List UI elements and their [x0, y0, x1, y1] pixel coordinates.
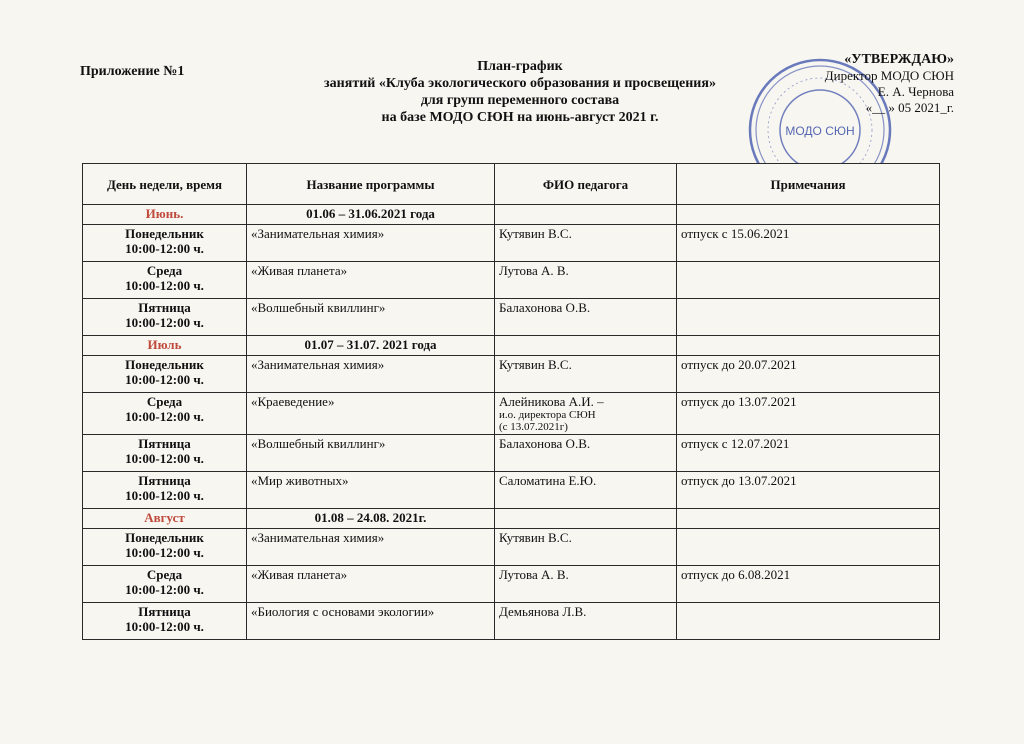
day-cell	[83, 262, 247, 299]
day-cell	[83, 225, 247, 262]
column-header: День недели, время	[83, 164, 247, 205]
teacher-name: Демьянова Л.В.	[499, 604, 587, 619]
note-cell	[677, 529, 940, 566]
day-cell	[83, 529, 247, 566]
teacher-name: Балахонова О.В.	[499, 436, 591, 451]
day-cell	[83, 472, 247, 509]
program-cell: «Живая планета»	[247, 262, 495, 299]
time: 10:00-12:00 ч.	[125, 372, 204, 387]
month-row	[83, 205, 940, 225]
weekday: Пятница	[138, 473, 191, 488]
table-row	[83, 225, 940, 262]
teacher-cell	[495, 299, 677, 336]
teacher-name: Лутова А. В.	[499, 263, 569, 278]
table-row	[83, 299, 940, 336]
table-row	[83, 603, 940, 640]
note-cell: отпуск до 20.07.2021	[677, 356, 940, 393]
approval-title: «УТВЕРЖДАЮ»	[844, 52, 954, 67]
time: 10:00-12:00 ч.	[125, 241, 204, 256]
table-row	[83, 566, 940, 603]
teacher-cell	[495, 225, 677, 262]
title-line: занятий «Клуба экологического образования и просвещения»	[324, 76, 716, 91]
program-cell: «Волшебный квиллинг»	[247, 435, 495, 472]
empty-cell	[677, 205, 940, 225]
teacher-cell	[495, 566, 677, 603]
month-range: 01.06 – 31.06.2021 года	[247, 205, 495, 225]
time: 10:00-12:00 ч.	[125, 488, 204, 503]
time: 10:00-12:00 ч.	[125, 278, 204, 293]
empty-cell	[677, 336, 940, 356]
program-cell: «Биология с основами экологии»	[247, 603, 495, 640]
program-cell: «Живая планета»	[247, 566, 495, 603]
approval-line: «__ » 05 2021_г.	[865, 100, 954, 115]
note-cell: отпуск до 6.08.2021	[677, 566, 940, 603]
teacher-name: Саломатина Е.Ю.	[499, 473, 597, 488]
day-cell	[83, 566, 247, 603]
teacher-cell	[495, 603, 677, 640]
approval-block	[794, 52, 954, 116]
month-row	[83, 509, 940, 529]
day-cell	[83, 356, 247, 393]
month-name: Июнь.	[83, 205, 247, 225]
column-header: Название программы	[247, 164, 495, 205]
month-name: Август	[83, 509, 247, 529]
note-cell: отпуск до 13.07.2021	[677, 472, 940, 509]
table-body	[83, 205, 940, 640]
program-cell: «Волшебный квиллинг»	[247, 299, 495, 336]
time: 10:00-12:00 ч.	[125, 582, 204, 597]
weekday: Среда	[146, 394, 183, 409]
stamp-text: МОДО СЮН	[785, 124, 855, 138]
table-row	[83, 262, 940, 299]
title-line: на базе МОДО СЮН на июнь-август 2021 г.	[381, 110, 659, 125]
teacher-name: Кутявин В.С.	[499, 530, 572, 545]
teacher-name: Алейникова А.И. –	[499, 394, 604, 409]
document-title	[240, 58, 800, 126]
note-cell	[677, 603, 940, 640]
note-cell: отпуск с 12.07.2021	[677, 435, 940, 472]
note-cell: отпуск с 15.06.2021	[677, 225, 940, 262]
program-cell: «Занимательная химия»	[247, 225, 495, 262]
column-header: Примечания	[677, 164, 940, 205]
program-cell: «Занимательная химия»	[247, 529, 495, 566]
program-cell: «Занимательная химия»	[247, 356, 495, 393]
teacher-role: и.о. директора СЮН	[499, 409, 596, 421]
approval-line: Директор МОДО СЮН	[824, 68, 954, 83]
table-row	[83, 435, 940, 472]
time: 10:00-12:00 ч.	[125, 451, 204, 466]
teacher-role-date: (с 13.07.2021г)	[499, 421, 568, 433]
note-cell: отпуск до 13.07.2021	[677, 393, 940, 435]
time: 10:00-12:00 ч.	[125, 619, 204, 634]
empty-cell	[677, 509, 940, 529]
month-name: Июль	[83, 336, 247, 356]
empty-cell	[495, 205, 677, 225]
title-line: План-график	[477, 59, 563, 74]
teacher-cell	[495, 356, 677, 393]
day-cell	[83, 435, 247, 472]
column-header: ФИО педагога	[495, 164, 677, 205]
weekday: Понедельник	[125, 226, 204, 241]
table-row	[83, 393, 940, 435]
month-range: 01.07 – 31.07. 2021 года	[247, 336, 495, 356]
teacher-cell	[495, 393, 677, 435]
program-cell: «Мир животных»	[247, 472, 495, 509]
weekday: Пятница	[138, 604, 191, 619]
day-cell	[83, 299, 247, 336]
table-row	[83, 529, 940, 566]
weekday: Пятница	[138, 300, 191, 315]
time: 10:00-12:00 ч.	[125, 315, 204, 330]
teacher-cell	[495, 262, 677, 299]
teacher-name: Лутова А. В.	[499, 567, 569, 582]
table-row	[83, 472, 940, 509]
note-cell	[677, 262, 940, 299]
time: 10:00-12:00 ч.	[125, 409, 204, 424]
approval-line: Е. А. Чернова	[877, 84, 954, 99]
teacher-cell	[495, 472, 677, 509]
weekday: Понедельник	[125, 357, 204, 372]
schedule-table	[82, 163, 940, 640]
empty-cell	[495, 509, 677, 529]
appendix-label: Приложение №1	[80, 64, 185, 79]
empty-cell	[495, 336, 677, 356]
note-cell	[677, 299, 940, 336]
weekday: Среда	[146, 263, 183, 278]
table-row	[83, 356, 940, 393]
teacher-cell	[495, 435, 677, 472]
title-line: для групп переменного состава	[420, 93, 620, 108]
program-cell: «Краеведение»	[247, 393, 495, 435]
teacher-cell	[495, 529, 677, 566]
month-range: 01.08 – 24.08. 2021г.	[247, 509, 495, 529]
day-cell	[83, 603, 247, 640]
weekday: Понедельник	[125, 530, 204, 545]
time: 10:00-12:00 ч.	[125, 545, 204, 560]
day-cell	[83, 393, 247, 435]
teacher-name: Кутявин В.С.	[499, 226, 572, 241]
table-header-row	[83, 164, 940, 205]
teacher-name: Балахонова О.В.	[499, 300, 591, 315]
weekday: Пятница	[138, 436, 191, 451]
weekday: Среда	[146, 567, 183, 582]
month-row	[83, 336, 940, 356]
teacher-name: Кутявин В.С.	[499, 357, 572, 372]
